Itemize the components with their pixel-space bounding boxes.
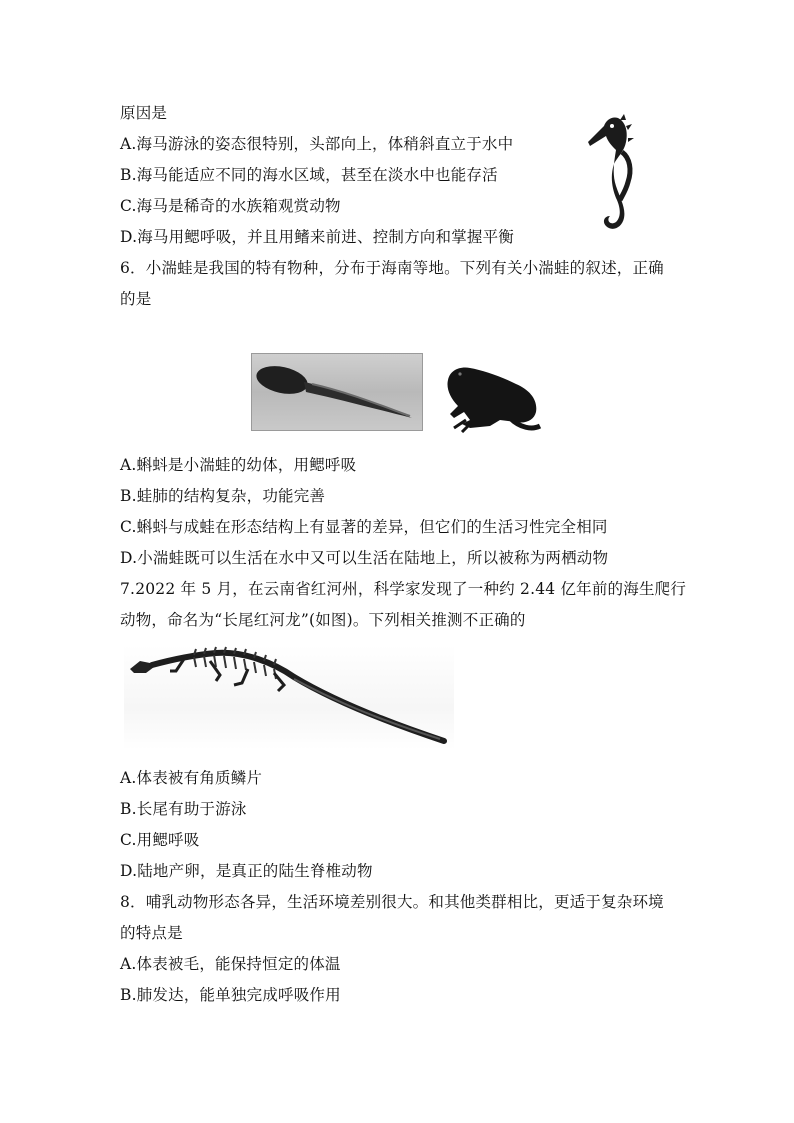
q7-option-d: D.陆地产卵，是真正的陆生脊椎动物 bbox=[120, 862, 373, 880]
q6-option-d: D.小湍蛙既可以生活在水中又可以生活在陆地上，所以被称为两栖动物 bbox=[120, 549, 609, 567]
frog-figure bbox=[440, 358, 545, 433]
q5-option-b: B.海马能适应不同的海水区域，甚至在淡水中也能存活 bbox=[120, 166, 498, 184]
q5-option-a: A.海马游泳的姿态很特别，头部向上，体稍斜直立于水中 bbox=[120, 135, 514, 153]
q5-stem-tail: 原因是 bbox=[120, 104, 168, 122]
q7-option-a: A.体表被有角质鳞片 bbox=[120, 769, 263, 787]
q6-option-c: C.蝌蚪与成蛙在形态结构上有显著的差异，但它们的生活习性完全相同 bbox=[120, 518, 608, 536]
q8-stem-line-1: 8．哺乳动物形态各异，生活环境差别很大。和其他类群相比，更适于复杂环境 bbox=[120, 893, 664, 911]
q8-stem-line-2: 的特点是 bbox=[120, 924, 183, 942]
q8-option-b: B.肺发达，能单独完成呼吸作用 bbox=[120, 986, 341, 1004]
q7-stem-line-2: 动物，命名为“长尾红河龙”(如图)。下列相关推测不正确的 bbox=[120, 611, 526, 629]
q6-option-b: B.蛙肺的结构复杂，功能完善 bbox=[120, 487, 326, 505]
q6-stem-line-1: 6．小湍蛙是我国的特有物种，分布于海南等地。下列有关小湍蛙的叙述，正确 bbox=[120, 259, 664, 277]
tadpole-photo bbox=[251, 353, 423, 431]
seahorse-figure bbox=[582, 112, 652, 240]
q5-option-c: C.海马是稀奇的水族箱观赏动物 bbox=[120, 197, 341, 215]
q7-option-c: C.用鳃呼吸 bbox=[120, 831, 200, 849]
fossil-reptile-figure bbox=[124, 645, 454, 750]
tadpole-icon bbox=[252, 354, 422, 430]
q8-option-a: A.体表被毛，能保持恒定的体温 bbox=[120, 955, 341, 973]
q6-option-a: A.蝌蚪是小湍蛙的幼体，用鳃呼吸 bbox=[120, 456, 357, 474]
q7-stem-line-1: 7.2022 年 5 月，在云南省红河州，科学家发现了一种约 2.44 亿年前的海生爬行 bbox=[120, 580, 687, 598]
q5-option-d: D.海马用鳃呼吸，并且用鳍来前进、控制方向和掌握平衡 bbox=[120, 228, 515, 246]
q6-stem-line-2: 的是 bbox=[120, 290, 152, 308]
q7-option-b: B.长尾有助于游泳 bbox=[120, 800, 247, 818]
